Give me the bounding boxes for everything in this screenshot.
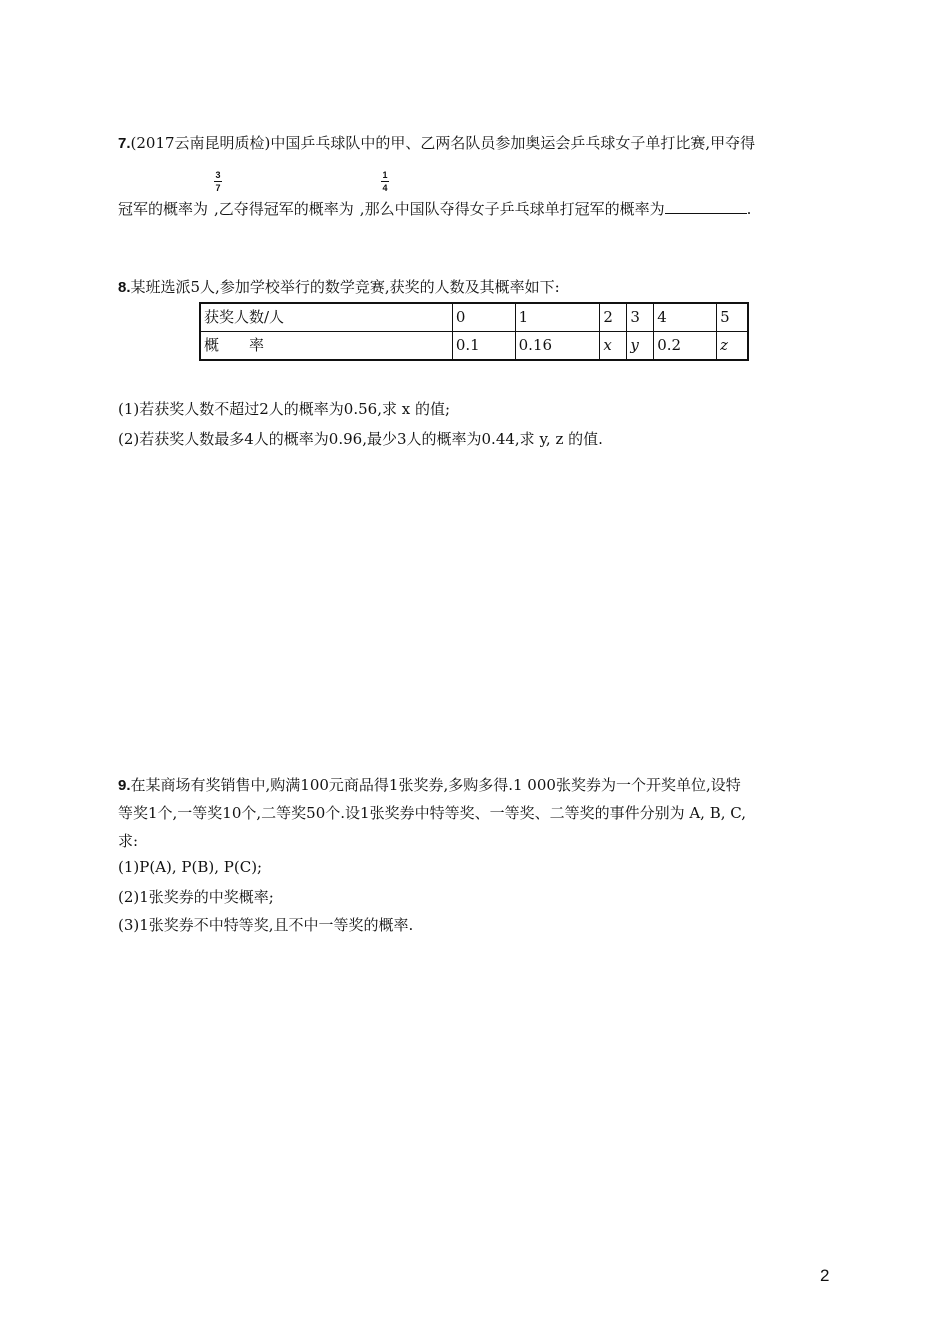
question-9-line1	[118, 774, 741, 795]
fraction-numerator: 1	[382, 170, 388, 180]
question-7-line1	[118, 132, 755, 153]
question-8-text: 某班选派5人,参加学校举行的数学竞赛,获奖的人数及其概率如下:	[130, 278, 560, 296]
table-cell	[627, 332, 654, 361]
fraction-1-4	[381, 170, 389, 193]
question-7-text-a: 冠军的概率为	[118, 200, 209, 218]
table-cell: 4	[654, 303, 717, 332]
question-9-part3: (3)1张奖券不中特等奖,且不中一等奖的概率.	[118, 916, 414, 934]
table-cell	[717, 332, 748, 361]
question-7-text-line1: (2017云南昆明质检)中国乒乓球队中的甲、乙两名队员参加奥运会乒乓球女子单打比赛,甲夺得	[130, 134, 756, 152]
table-cell: 5	[717, 303, 748, 332]
fraction-denominator: 4	[382, 183, 388, 193]
fraction-numerator: 3	[215, 170, 221, 180]
question-7-end: .	[746, 200, 752, 218]
question-9-line2: 等奖1个,一等奖10个,二等奖50个.设1张奖券中特等奖、一等奖、二等奖的事件分别为 A, B, C,	[118, 804, 746, 822]
question-8-number: 8.	[118, 279, 131, 296]
table-cell: 0	[452, 303, 515, 332]
question-8-part2: (2)若获奖人数最多4人的概率为0.96,最少3人的概率为0.44,求 y, z 的值.	[118, 430, 603, 448]
award-probability-table	[199, 302, 749, 361]
fraction-bar	[381, 181, 389, 182]
fraction-3-7	[214, 170, 222, 193]
table-cell: 0.1	[452, 332, 515, 361]
answer-blank[interactable]	[665, 199, 747, 214]
fraction-bar	[214, 181, 222, 182]
table-cell: 0.16	[515, 332, 600, 361]
question-9-part2: (2)1张奖券的中奖概率;	[118, 888, 274, 906]
question-8-part1: (1)若获奖人数不超过2人的概率为0.56,求 x 的值;	[118, 400, 451, 418]
table-cell: 概 率	[200, 332, 452, 361]
table-row-count	[200, 303, 748, 332]
question-7-line2	[118, 198, 751, 219]
fraction-denominator: 7	[215, 183, 221, 193]
question-9-line3: 求:	[118, 832, 139, 850]
question-7-text-b: ,乙夺得冠军的概率为	[214, 200, 354, 218]
page-number: 2	[820, 1266, 830, 1285]
variable-z: z	[720, 336, 728, 354]
table-cell: 0.2	[654, 332, 717, 361]
question-9-text-line1: 在某商场有奖销售中,购满100元商品得1张奖券,多购多得.1 000张奖券为一个开奖单位,设特	[130, 776, 741, 794]
question-9-part1: (1)P(A), P(B), P(C);	[118, 858, 263, 876]
variable-x: x	[603, 336, 612, 354]
question-8-intro	[118, 276, 560, 297]
question-7-number: 7.	[118, 135, 131, 152]
table-cell: 2	[600, 303, 627, 332]
table-cell: 3	[627, 303, 654, 332]
table-row-probability	[200, 332, 748, 361]
question-9-number: 9.	[118, 777, 131, 794]
table-cell: 1	[515, 303, 600, 332]
table-cell	[600, 332, 627, 361]
variable-y: y	[630, 336, 639, 354]
table-cell: 获奖人数/人	[200, 303, 452, 332]
question-7-text-c: ,那么中国队夺得女子乒乓球单打冠军的概率为	[359, 200, 665, 218]
